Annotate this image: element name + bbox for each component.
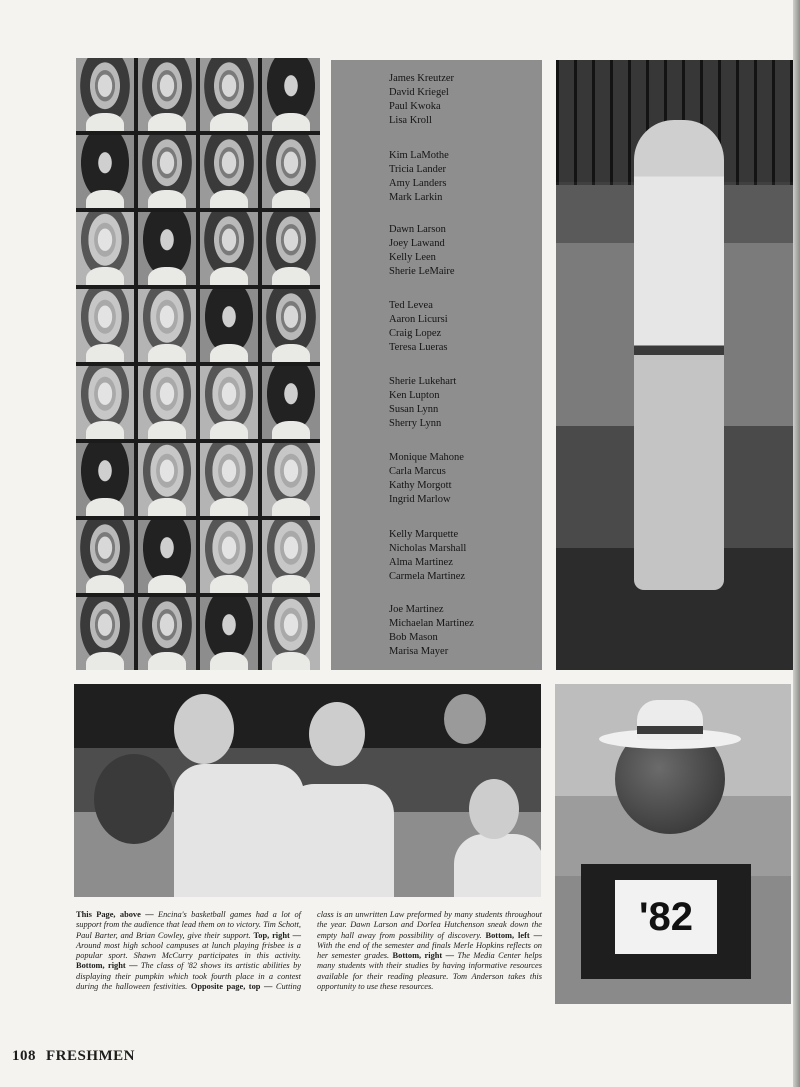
student-name: Carla Marcus [389, 466, 446, 477]
name-group-5 [389, 375, 456, 431]
student-name: Kelly Marquette [389, 529, 459, 540]
name-group-1 [389, 72, 454, 128]
student-name: Sherry Lynn [389, 418, 442, 429]
photo-boy-on-grass [556, 60, 793, 670]
photo-figure [94, 754, 174, 844]
photo-figure [634, 120, 724, 590]
student-portrait [200, 597, 258, 670]
student-name: Joey Lawand [389, 238, 445, 249]
photo-caption [76, 910, 542, 992]
student-name: Marisa Mayer [389, 646, 449, 657]
caption-text: Around most high school campuses at lunch playing frisbee is a popular sport. Shawn McCurry participates in this activity. [76, 940, 301, 961]
name-group-6 [389, 451, 464, 507]
student-name: Nicholas Marshall [389, 543, 467, 554]
student-portrait [138, 135, 196, 208]
name-group-4 [389, 299, 448, 355]
student-portrait [138, 289, 196, 362]
student-name: Alma Martinez [389, 557, 453, 568]
photo-pumpkin-display [555, 684, 791, 1004]
hat [637, 726, 703, 734]
name-group-8 [389, 603, 474, 659]
photo-figure [469, 779, 519, 839]
student-name: Ingrid Marlow [389, 494, 451, 505]
student-name: Tricia Lander [389, 164, 447, 175]
student-portrait [200, 135, 258, 208]
page-number: 108 [12, 1048, 36, 1064]
photo-figure [454, 834, 541, 897]
student-portrait [200, 212, 258, 285]
student-portrait [262, 135, 320, 208]
student-name: Paul Kwoka [389, 101, 441, 112]
photo-figure [174, 694, 234, 764]
student-portrait [262, 58, 320, 131]
caption-heading: Opposite page, top — [190, 982, 276, 992]
hat [637, 700, 703, 740]
student-portrait [262, 212, 320, 285]
student-portrait [200, 520, 258, 593]
student-name: Sherie LeMaire [389, 266, 455, 277]
caption-text: With the end of the semester and finals Merle Hopkins reflects on her semester grades. [317, 940, 542, 961]
name-group-3 [389, 223, 455, 279]
student-name: Dawn Larson [389, 224, 446, 235]
student-name: Carmela Martinez [389, 571, 466, 582]
student-portrait [138, 212, 196, 285]
section-title: FRESHMEN [46, 1048, 136, 1064]
caption-text: The Media Center helps many students with their studies by having informative resources available for their reading pleasure. Tom Anderson takes this opportunity to use these resources. [317, 951, 542, 992]
student-portrait [76, 520, 134, 593]
student-portrait [138, 366, 196, 439]
student-name: Lisa Kroll [389, 115, 432, 126]
caption-text: The class of '82 shows its artistic abilities by displaying their pumpkin which took fourth place in a contest during the halloween festivities. [76, 961, 301, 992]
portrait-grid [76, 58, 320, 670]
caption-heading: Bottom, right — [392, 951, 458, 961]
student-portrait [76, 212, 134, 285]
student-name: Bob Mason [389, 632, 438, 643]
photo-figure [284, 784, 394, 897]
photo-figure [309, 702, 365, 766]
student-portrait [262, 597, 320, 670]
student-name: Susan Lynn [389, 404, 439, 415]
caption-text: Cutting class is an unwritten Law preformed by many students throughout the year. Dawn Larson and Dorlea Hutchenson sneak down the empty hall away from possibility of discovery. [275, 910, 542, 992]
student-name: Monique Mahone [389, 452, 464, 463]
student-name: Teresa Lueras [389, 342, 448, 353]
student-name: Kim LaMothe [389, 150, 449, 161]
student-name: Michaelan Martinez [389, 618, 474, 629]
student-portrait [76, 366, 134, 439]
student-portrait [76, 58, 134, 131]
student-name: Mark Larkin [389, 192, 443, 203]
student-name: Ken Lupton [389, 390, 440, 401]
student-name: Joe Martinez [389, 604, 444, 615]
student-name: David Kriegel [389, 87, 449, 98]
name-group-2 [389, 149, 449, 205]
student-portrait [138, 520, 196, 593]
student-portrait [138, 58, 196, 131]
student-portrait [262, 520, 320, 593]
name-group-7 [389, 528, 466, 584]
student-portrait [262, 289, 320, 362]
student-name: Craig Lopez [389, 328, 442, 339]
caption-heading: Bottom, right — [76, 961, 141, 971]
student-portrait [200, 366, 258, 439]
photo-figure [444, 694, 486, 744]
caption-heading: This Page, above — [76, 910, 158, 919]
student-portrait [138, 443, 196, 516]
student-portrait [262, 443, 320, 516]
student-portrait [76, 597, 134, 670]
student-name: Kathy Morgott [389, 480, 452, 491]
student-portrait [76, 443, 134, 516]
student-name: Aaron Licursi [389, 314, 448, 325]
student-portrait [262, 366, 320, 439]
caption-text: Encina's basketball games had a lot of support from the audience that lead them on to victory. Tim Schott, Paul Barter, and Brian Cowley, give their support. [76, 910, 301, 940]
student-name: James Kreutzer [389, 73, 455, 84]
student-portrait [76, 289, 134, 362]
page-footer [12, 1048, 145, 1065]
student-name: Amy Landers [389, 178, 447, 189]
names-panel [331, 60, 542, 670]
caption-heading: Bottom, left — [485, 930, 542, 940]
class-sign: '82 [615, 880, 717, 954]
student-portrait [200, 289, 258, 362]
student-portrait [200, 443, 258, 516]
photo-basketball-crowd [74, 684, 541, 897]
page-spine [793, 0, 800, 1087]
student-portrait [138, 597, 196, 670]
student-name: Ted Levea [389, 300, 433, 311]
student-name: Kelly Leen [389, 252, 436, 263]
student-portrait [76, 135, 134, 208]
student-name: Sherie Lukehart [389, 376, 457, 387]
caption-heading: Top, right — [253, 930, 301, 940]
student-portrait [200, 58, 258, 131]
